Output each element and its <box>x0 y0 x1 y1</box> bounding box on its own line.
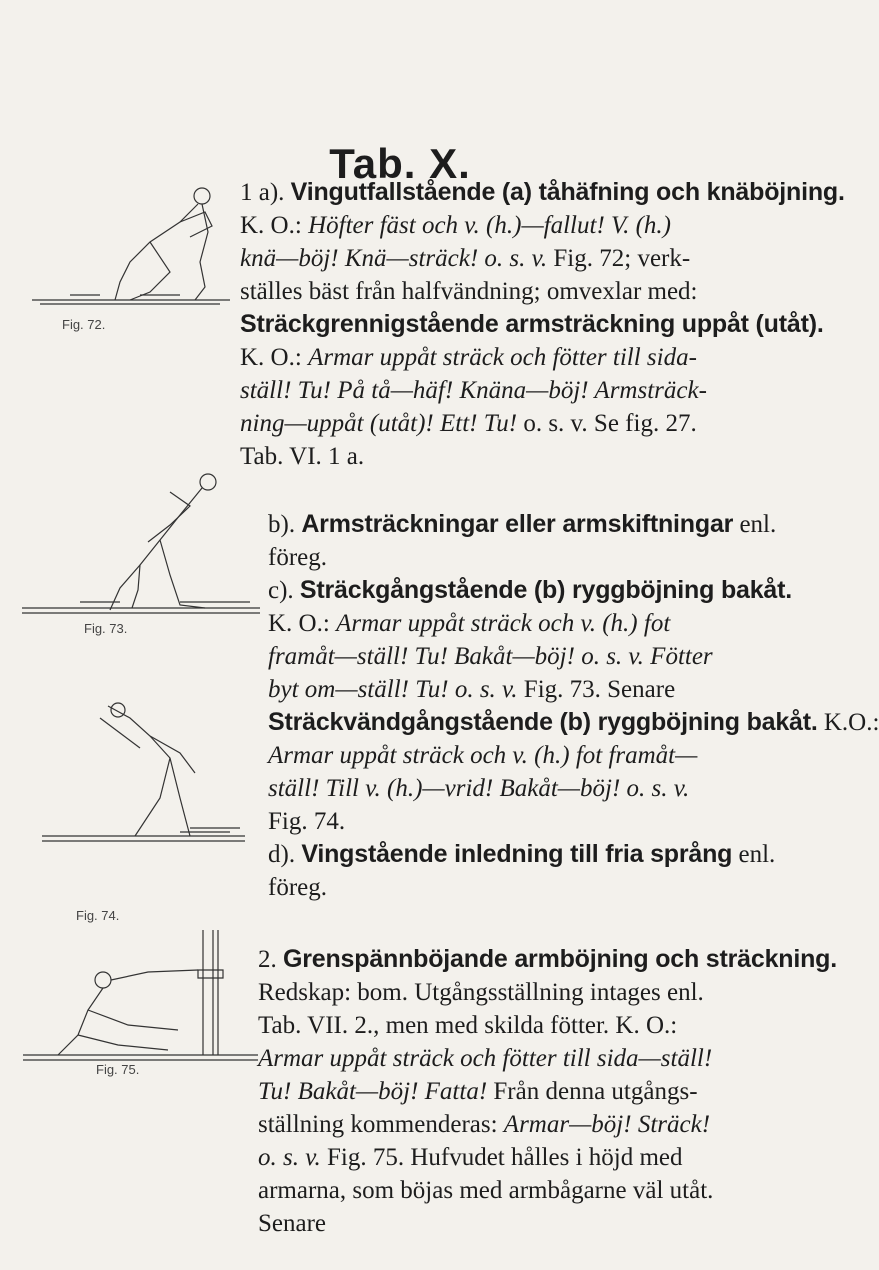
italic-command-text: ställ! Tu! På tå—häf! Knäna—böj! Armsträck- <box>240 377 707 404</box>
italic-command-text: ning—uppåt (utåt)! Ett! Tu! <box>240 410 518 437</box>
text-line <box>240 440 785 473</box>
body-text: armarna, som böjas med armbågarne väl utåt. <box>258 1177 714 1204</box>
figure-73-illustration <box>20 470 265 630</box>
text-line <box>268 673 788 706</box>
italic-command-text: Armar—böj! Sträck! <box>503 1111 711 1138</box>
body-text: 1 a). <box>240 179 291 206</box>
body-text: föreg. <box>268 544 327 571</box>
text-line <box>258 1075 788 1108</box>
italic-command-text: Armar uppåt sträck och fötter till sida—ställ! <box>258 1045 713 1072</box>
italic-command-text: framåt—ställ! Tu! Bakåt—böj! o. s. v. Fötter <box>268 643 713 670</box>
figure-72-illustration <box>30 182 240 322</box>
body-text: ställes bäst från halfvändning; omvexlar med: <box>240 278 698 305</box>
italic-command-text: Tu! Bakåt—böj! Fatta! <box>258 1078 488 1105</box>
text-line <box>268 706 879 739</box>
body-text: Senare <box>258 1210 327 1237</box>
body-text: ställning kommenderas: <box>258 1111 504 1138</box>
bold-heading-text: Grenspännböjande armböjning och sträckning. <box>283 945 837 973</box>
body-text: enl. <box>733 511 777 538</box>
text-line <box>268 541 788 574</box>
figure-74-illustration <box>40 648 250 848</box>
text-line <box>240 341 785 374</box>
section-3-text <box>258 943 837 1240</box>
text-line <box>268 838 788 871</box>
text-line <box>258 1009 788 1042</box>
body-text: o. s. v. Se fig. 27. <box>517 410 697 437</box>
text-line <box>268 607 788 640</box>
figure-75-illustration <box>18 930 263 1070</box>
italic-command-text: byt om—ställ! Tu! o. s. v. <box>268 676 518 703</box>
italic-command-text: Armar uppåt sträck och v. (h.) fot framåt— <box>268 742 698 769</box>
text-line <box>240 275 785 308</box>
bold-heading-text: Armsträckningar eller armskiftningar <box>301 510 734 538</box>
italic-command-text: o. s. v. <box>258 1144 321 1171</box>
text-line <box>240 209 785 242</box>
body-text: Redskap: bom. Utgångsställning intages enl. <box>258 979 704 1006</box>
text-line <box>268 508 788 541</box>
text-line <box>268 574 792 607</box>
body-text: c). <box>268 577 300 604</box>
body-text: Från denna utgångs- <box>487 1078 698 1105</box>
bold-heading-text: Sträckvändgångstående (b) ryggböjning bakåt. <box>268 708 818 736</box>
text-line <box>240 176 845 209</box>
section-2-text <box>268 508 879 904</box>
body-text: d). <box>268 841 302 868</box>
text-line <box>268 640 788 673</box>
body-text: K. O.: <box>240 212 309 239</box>
text-line <box>258 1108 788 1141</box>
text-line <box>268 772 788 805</box>
text-line <box>258 1042 788 1075</box>
body-text: Fig. 75. Hufvudet hålles i höjd med <box>320 1144 683 1171</box>
text-line <box>240 407 785 440</box>
body-text: Tab. VII. 2., men med skilda fötter. K. O.: <box>258 1012 678 1039</box>
text-line <box>268 871 788 904</box>
italic-command-text: Höfter fäst och v. (h.)—fallut! V. (h.) <box>308 212 671 239</box>
body-text: b). <box>268 511 302 538</box>
text-line <box>258 943 837 976</box>
text-line <box>258 976 788 1009</box>
body-text: 2. <box>258 946 283 973</box>
body-text: K.O.: <box>817 709 879 736</box>
bold-heading-text: Vingstående inledning till fria språng <box>301 840 733 868</box>
bold-heading-text: Vingutfallstående (a) tåhäfning och knäböjning. <box>290 178 845 206</box>
text-line <box>258 1141 788 1174</box>
text-line <box>240 374 785 407</box>
text-line <box>258 1207 788 1240</box>
italic-command-text: knä—böj! Knä—sträck! o. s. v. <box>240 245 548 272</box>
page-title: Tab. X. <box>329 140 471 187</box>
body-text: enl. <box>732 841 776 868</box>
section-1-text <box>240 176 845 473</box>
body-text: Fig. 73. Senare <box>517 676 676 703</box>
italic-command-text: Armar uppåt sträck och v. (h.) fot <box>336 610 671 637</box>
body-text: Tab. VI. 1 a. <box>240 443 365 470</box>
bold-heading-text: Sträckgrennigstående armsträckning uppåt (utåt). <box>240 310 824 338</box>
body-text: K. O.: <box>268 610 337 637</box>
bold-heading-text: Sträckgångstående (b) ryggböjning bakåt. <box>299 576 792 604</box>
figure-72-label: Fig. 72. <box>62 317 106 332</box>
body-text: Fig. 72; verk- <box>547 245 691 272</box>
body-text: K. O.: <box>240 344 309 371</box>
figure-73-label: Fig. 73. <box>84 621 128 636</box>
figure-75-label: Fig. 75. <box>96 1062 140 1077</box>
figure-74-label: Fig. 74. <box>76 908 120 923</box>
text-line <box>268 739 788 772</box>
body-text: föreg. <box>268 874 327 901</box>
text-line <box>258 1174 788 1207</box>
italic-command-text: ställ! Till v. (h.)—vrid! Bakåt—böj! o. s. v. <box>268 775 690 802</box>
text-line <box>240 242 785 275</box>
body-text: Fig. 74. <box>268 808 346 835</box>
text-line <box>240 308 824 341</box>
text-line <box>268 805 788 838</box>
italic-command-text: Armar uppåt sträck och fötter till sida- <box>308 344 697 371</box>
